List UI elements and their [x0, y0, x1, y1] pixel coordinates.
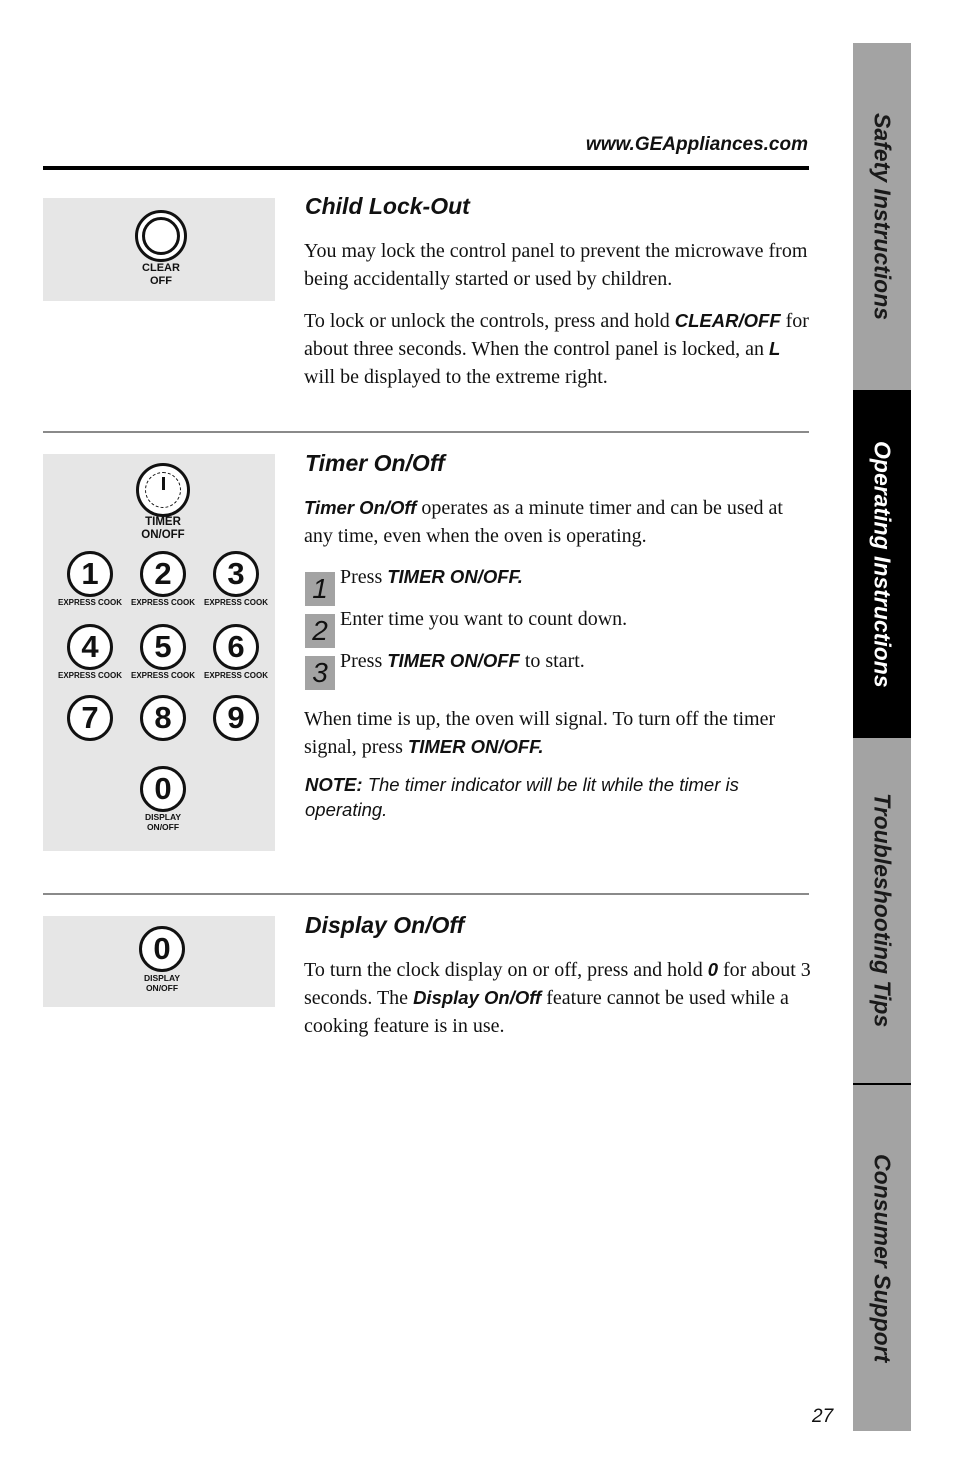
step-text-1: Press TIMER ON/OFF.: [340, 566, 523, 588]
tab-label-safety: Safety Instructions: [869, 112, 896, 321]
number-key-3: 3: [213, 551, 259, 597]
tab-label-operating: Operating Instructions: [869, 440, 896, 688]
display-zero-button: 0: [139, 926, 185, 972]
express-cook-label-5: EXPRESS COOK: [130, 671, 195, 680]
timer-heading: Timer On/Off: [305, 450, 445, 476]
section-tabs: [853, 43, 911, 1431]
lock-indicator-ref: L: [769, 338, 781, 359]
number-key-7: 7: [67, 695, 113, 741]
clear-off-panel: [43, 198, 275, 301]
express-cook-label-6: EXPRESS COOK: [203, 671, 268, 680]
step-number-1: 1: [305, 572, 335, 606]
tab-label-consumer: Consumer Support: [869, 1153, 896, 1363]
timer-keypad-panel: [43, 454, 275, 851]
timer-button: [136, 463, 190, 517]
section-divider-1: [43, 431, 809, 433]
express-cook-label-4: EXPRESS COOK: [57, 671, 122, 680]
timer-intro: Timer On/Off operates as a minute timer and can be used at any time, even when the oven is operating.: [304, 497, 783, 547]
step-number-2: 2: [305, 614, 335, 648]
number-key-1: 1: [67, 551, 113, 597]
tab-troubleshooting-tips[interactable]: [853, 738, 911, 1083]
header-rule: [43, 166, 809, 170]
display-key-panel: [43, 916, 275, 1007]
step-number-3: 3: [305, 656, 335, 690]
child-lock-heading: Child Lock-Out: [305, 193, 470, 219]
website-url: www.GEAppliances.com: [585, 134, 808, 155]
number-key-0: 0: [140, 766, 186, 812]
child-lock-paragraph-2: To lock or unlock the controls, press and hold CLEAR/OFF for about three seconds. When the control panel is locked, an L will be displayed to the extreme right.: [304, 310, 809, 388]
tab-label-troubleshooting: Troubleshooting Tips: [869, 793, 896, 1028]
display-paragraph: To turn the clock display on or off, press and hold 0 for about 3 seconds. The Display On/Off feature cannot be used while a cooking feature is in use.: [304, 959, 811, 1037]
number-key-4: 4: [67, 624, 113, 670]
timer-note: NOTE: The timer indicator will be lit while the timer is operating.: [305, 774, 739, 820]
clear-off-key-ref: CLEAR/OFF: [674, 310, 781, 331]
express-cook-label-2: EXPRESS COOK: [130, 598, 195, 607]
note-label: NOTE:: [305, 774, 363, 795]
section-divider-2: [43, 893, 809, 895]
clear-off-label: CLEAR OFF: [142, 262, 180, 287]
number-key-9: 9: [213, 695, 259, 741]
number-key-6: 6: [213, 624, 259, 670]
tab-operating-instructions[interactable]: [853, 390, 911, 738]
page-number: 27: [812, 1406, 834, 1427]
clear-off-button: [135, 210, 187, 262]
number-key-5: 5: [140, 624, 186, 670]
zero-key-ref: 0: [707, 959, 719, 980]
display-heading: Display On/Off: [305, 912, 465, 938]
display-button-label: DISPLAY ON/OFF: [143, 973, 181, 993]
timer-after-paragraph: When time is up, the oven will signal. To turn off the timer signal, press TIMER ON/OFF.: [304, 708, 776, 758]
express-cook-label-3: EXPRESS COOK: [203, 598, 268, 607]
tab-safety-instructions[interactable]: [853, 43, 911, 390]
number-key-2: 2: [140, 551, 186, 597]
display-on-off-key-label: DISPLAY ON/OFF: [144, 812, 182, 832]
step-text-3: Press TIMER ON/OFF to start.: [340, 650, 585, 672]
express-cook-label-1: EXPRESS COOK: [57, 598, 122, 607]
child-lock-paragraph-1: You may lock the control panel to prevent the microwave from being accidentally started or used by children.: [304, 240, 808, 290]
timer-button-label: TIMER ON/OFF: [141, 516, 185, 541]
display-on-off-ref: Display On/Off: [413, 987, 542, 1008]
step-text-2: Enter time you want to count down.: [340, 608, 628, 630]
tab-consumer-support[interactable]: [853, 1085, 911, 1431]
number-key-8: 8: [140, 695, 186, 741]
timer-key-ref: Timer On/Off: [304, 497, 417, 518]
